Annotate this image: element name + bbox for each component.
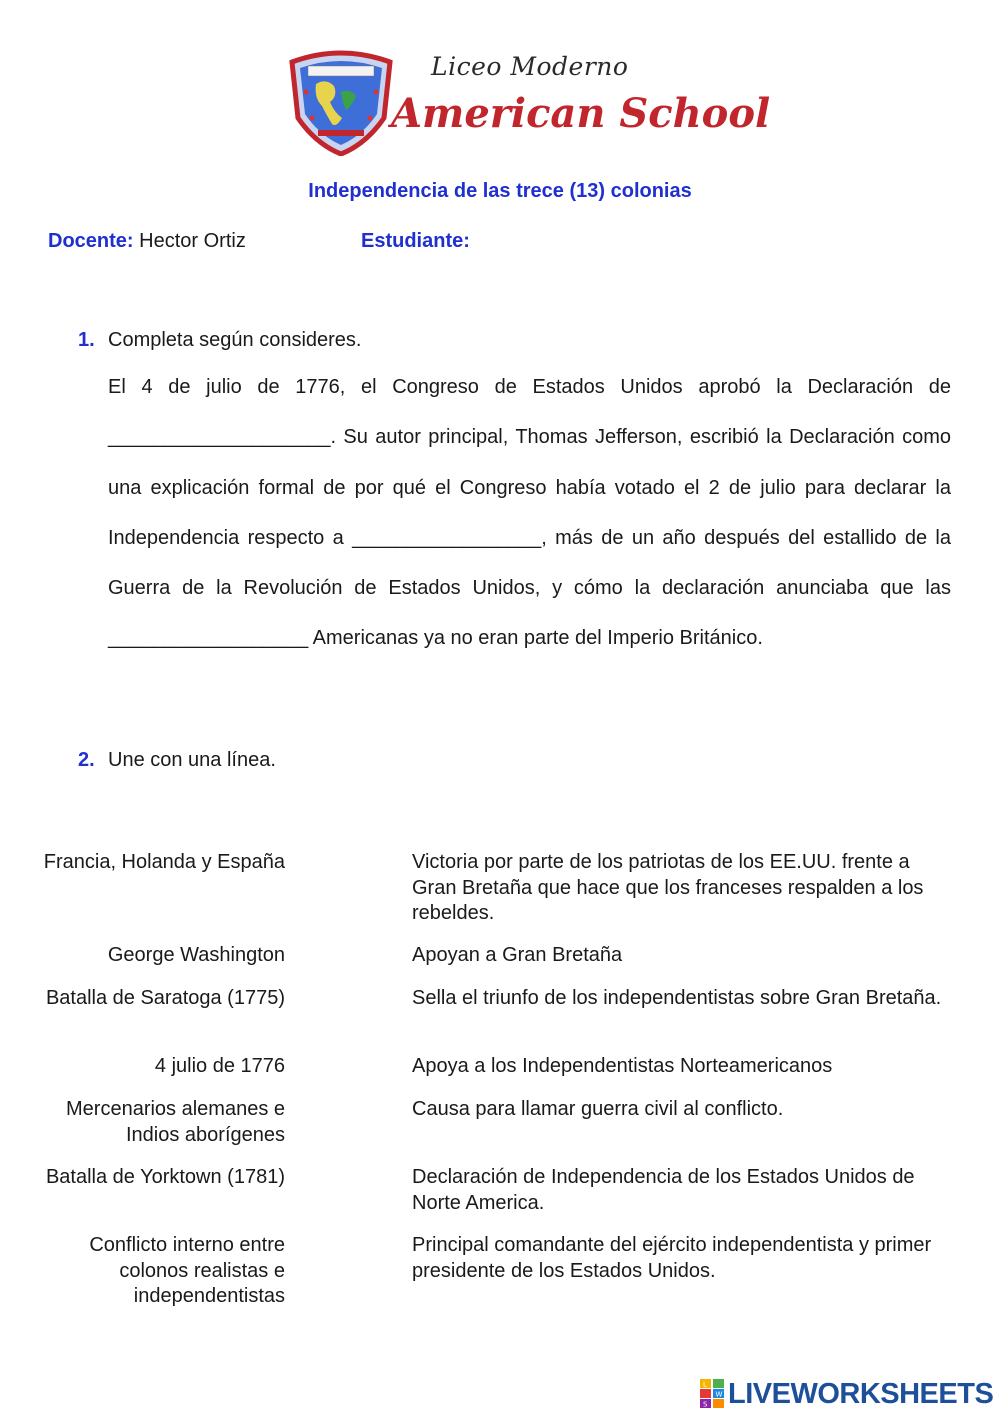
- blank-input-3[interactable]: __________________: [108, 627, 309, 650]
- match-right-item[interactable]: Victoria por parte de los patriotas de los EE.UU. frente a Gran Bretaña que hace que los franceses respalden a los rebeldes.: [412, 851, 924, 924]
- badge-letter-3: S: [703, 1400, 708, 1409]
- student-label: Estudiante:: [361, 230, 470, 252]
- question-1-prompt: Completa según consideres.: [108, 329, 362, 351]
- match-right-item[interactable]: Apoya a los Independentistas Norteamericanos: [412, 1055, 833, 1077]
- logo-line1: Liceo Moderno: [431, 52, 629, 81]
- paragraph-text: . Su autor principal, Thomas Jefferson, escribió la Declaración como una explicación formal de por qué el Congreso había votado el 2 de julio para declarar la Independencia respecto a: [108, 426, 951, 549]
- question-2-prompt: Une con una línea.: [108, 749, 276, 771]
- teacher-name: Hector Ortiz: [139, 230, 246, 252]
- question-1-number: 1.: [78, 329, 95, 351]
- paragraph-text: Americanas ya no eran parte del Imperio Británico.: [308, 627, 763, 650]
- match-left-item[interactable]: Francia, Holanda y España: [43, 851, 285, 873]
- footer-brand-text: LIVEWORKSHEETS: [728, 1377, 994, 1410]
- blank-input-2[interactable]: _________________: [352, 526, 542, 549]
- match-left-item[interactable]: Conflicto interno entre colonos realistas e independentistas: [89, 1234, 285, 1307]
- logo-line2: American School: [391, 90, 771, 137]
- match-right-item[interactable]: Causa para llamar guerra civil al conflicto.: [412, 1098, 784, 1120]
- student-field: [361, 230, 470, 253]
- school-crest-icon: [286, 48, 396, 156]
- match-left-item[interactable]: Batalla de Yorktown (1781): [45, 1166, 285, 1188]
- match-right-item[interactable]: Declaración de Independencia de los Estados Unidos de Norte America.: [412, 1166, 915, 1214]
- liveworksheets-footer[interactable]: [700, 1378, 993, 1410]
- badge-letter-2: W: [715, 1390, 723, 1399]
- teacher-label: Docente:: [48, 230, 134, 252]
- paragraph-text: , más de un año después del estallido de la Guerra de la Revolución de Estados Unidos, y cómo la declaración anunciaba que las: [108, 526, 952, 600]
- liveworksheets-logo-icon: [700, 1379, 724, 1409]
- match-right-item[interactable]: Sella el triunfo de los independentistas sobre Gran Bretaña.: [412, 987, 942, 1009]
- question-2-number: 2.: [78, 749, 95, 771]
- match-left-item[interactable]: George Washington: [107, 944, 285, 966]
- paragraph-text: El 4 de julio de 1776, el Congreso de Estados Unidos aprobó la Declaración de: [108, 376, 951, 398]
- match-right-item[interactable]: Apoyan a Gran Bretaña: [412, 944, 623, 966]
- question-1-paragraph: [108, 362, 951, 664]
- blank-input-1[interactable]: ____________________: [108, 426, 331, 449]
- page-title: Independencia de las trece (13) colonias: [308, 180, 692, 202]
- match-left-item[interactable]: Mercenarios alemanes e Indios aborígenes: [66, 1098, 285, 1146]
- teacher-field: [48, 230, 246, 253]
- school-logo: [286, 48, 771, 156]
- badge-letter-1: L: [703, 1380, 707, 1389]
- match-left-item[interactable]: 4 julio de 1776: [154, 1055, 285, 1077]
- student-name-input[interactable]: [485, 226, 945, 256]
- match-right-item[interactable]: Principal comandante del ejército independentista y primer presidente de los Estados Unidos.: [412, 1234, 932, 1282]
- match-left-item[interactable]: Batalla de Saratoga (1775): [45, 987, 285, 1009]
